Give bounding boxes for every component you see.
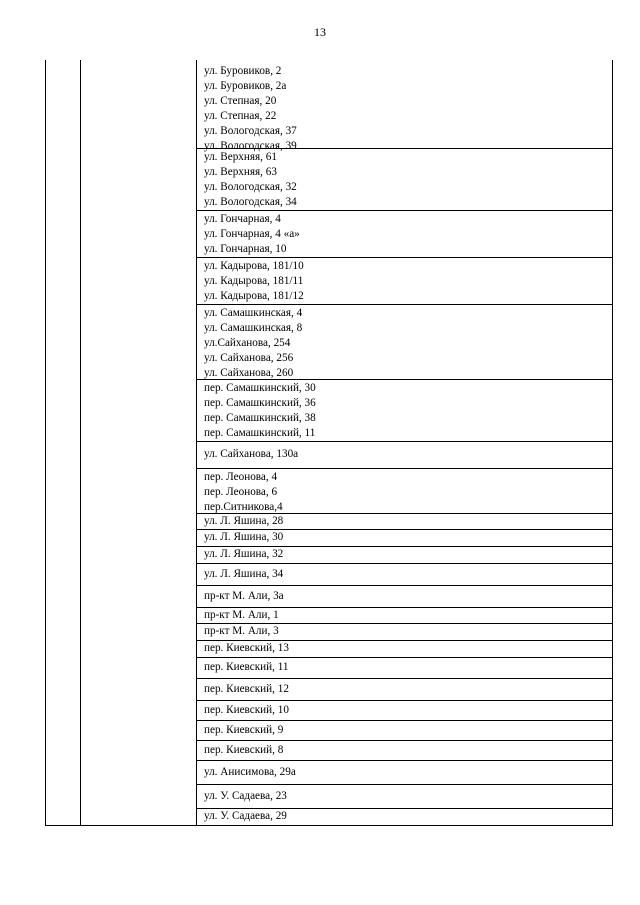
address-line: ул. Л. Яшина, 32: [204, 548, 284, 560]
address-line: ул. Вологодская, 32: [204, 181, 297, 193]
address-line: пр-кт М. Али, 3а: [204, 590, 284, 602]
address-line: ул. Сайханова, 256: [204, 352, 294, 364]
row-divider: [196, 784, 613, 785]
table-row: [204, 809, 609, 824]
row-divider: [196, 304, 613, 305]
table-row: [204, 682, 609, 697]
address-line: ул. Гончарная, 4: [204, 213, 281, 225]
row-divider: [196, 210, 613, 211]
page-number: 13: [314, 25, 326, 39]
row-divider: [196, 379, 613, 380]
address-line: ул.Сайханова, 254: [204, 337, 291, 349]
address-line: ул. Самашкинская, 8: [204, 322, 303, 334]
row-divider: [196, 148, 613, 149]
address-line: пер. Киевский, 9: [204, 724, 284, 736]
table-row: [204, 608, 609, 623]
address-line: ул. Вологодская, 37: [204, 125, 297, 137]
table-row: [204, 567, 609, 582]
table-row: [204, 447, 609, 462]
table-border-bottom: [45, 825, 613, 826]
row-divider: [196, 657, 613, 658]
table-row: [204, 660, 609, 675]
table-row: [204, 470, 609, 515]
address-line: пер. Леонова, 4: [204, 471, 278, 483]
table-row: [204, 789, 609, 804]
row-divider: [196, 563, 613, 564]
address-line: ул. Гончарная, 4 «а»: [204, 228, 300, 240]
table-row: [204, 259, 609, 304]
table-row: [204, 514, 609, 529]
address-line: пер. Киевский, 11: [204, 661, 289, 673]
address-line: ул. Буровиков, 2а: [204, 80, 287, 92]
row-divider: [196, 720, 613, 721]
address-line: пр-кт М. Али, 3: [204, 625, 279, 637]
address-line: пр-кт М. Али, 1: [204, 609, 279, 621]
address-line: ул. Сайханова, 260: [204, 367, 294, 379]
address-line: ул. Кадырова, 181/10: [204, 260, 304, 272]
address-line: пер.Ситникова,4: [204, 501, 283, 513]
address-line: ул. Самашкинская, 4: [204, 307, 303, 319]
address-line: ул. У. Садаева, 29: [204, 810, 287, 822]
row-divider: [196, 257, 613, 258]
address-line: ул. Кадырова, 181/12: [204, 290, 304, 302]
address-line: ул. Верхняя, 61: [204, 151, 277, 163]
column-divider-1: [80, 60, 81, 826]
address-line: пер. Киевский, 12: [204, 683, 289, 695]
address-line: ул. У. Садаева, 23: [204, 790, 287, 802]
row-divider: [196, 740, 613, 741]
table-row: [204, 703, 609, 718]
address-line: пер. Киевский, 13: [204, 642, 289, 654]
address-line: ул. Л. Яшина, 30: [204, 531, 284, 543]
row-divider: [196, 441, 613, 442]
table-row: [204, 765, 609, 780]
address-line: ул. Верхняя, 63: [204, 166, 277, 178]
address-line: пер. Самашкинский, 11: [204, 427, 316, 439]
table-row: [204, 64, 609, 154]
table-row: [204, 589, 609, 604]
address-line: пер. Леонова, 6: [204, 486, 278, 498]
table-row: [204, 723, 609, 738]
address-line: ул. Степная, 22: [204, 110, 277, 122]
address-line: ул. Вологодская, 39: [204, 140, 297, 152]
address-line: пер. Самашкинский, 38: [204, 412, 316, 424]
address-line: пер. Киевский, 10: [204, 704, 289, 716]
address-line: ул. Анисимова, 29а: [204, 766, 296, 778]
address-line: ул. Вологодская, 34: [204, 196, 297, 208]
table-border-left: [45, 60, 46, 826]
table-row: [204, 306, 609, 381]
address-line: пер. Самашкинский, 30: [204, 382, 316, 394]
table-row: [204, 641, 609, 656]
table-row: [204, 381, 609, 441]
table-row: [204, 743, 609, 758]
table-row: [204, 150, 609, 210]
address-line: ул. Буровиков, 2: [204, 65, 282, 77]
address-line: пер. Самашкинский, 36: [204, 397, 316, 409]
table-border-right: [612, 60, 613, 826]
table-row: [204, 547, 609, 562]
address-line: пер. Киевский, 8: [204, 744, 284, 756]
row-divider: [196, 760, 613, 761]
row-divider: [196, 678, 613, 679]
table-row: [204, 530, 609, 545]
column-divider-2: [196, 60, 197, 826]
address-line: ул. Кадырова, 181/11: [204, 275, 304, 287]
row-divider: [196, 700, 613, 701]
address-line: ул. Сайханова, 130а: [204, 448, 299, 460]
address-line: ул. Степная, 20: [204, 95, 277, 107]
address-line: ул. Л. Яшина, 34: [204, 568, 284, 580]
address-line: ул. Л. Яшина, 28: [204, 515, 284, 527]
row-divider: [196, 468, 613, 469]
row-divider: [196, 585, 613, 586]
table-row: [204, 212, 609, 257]
table-row: [204, 624, 609, 639]
address-line: ул. Гончарная, 10: [204, 243, 287, 255]
